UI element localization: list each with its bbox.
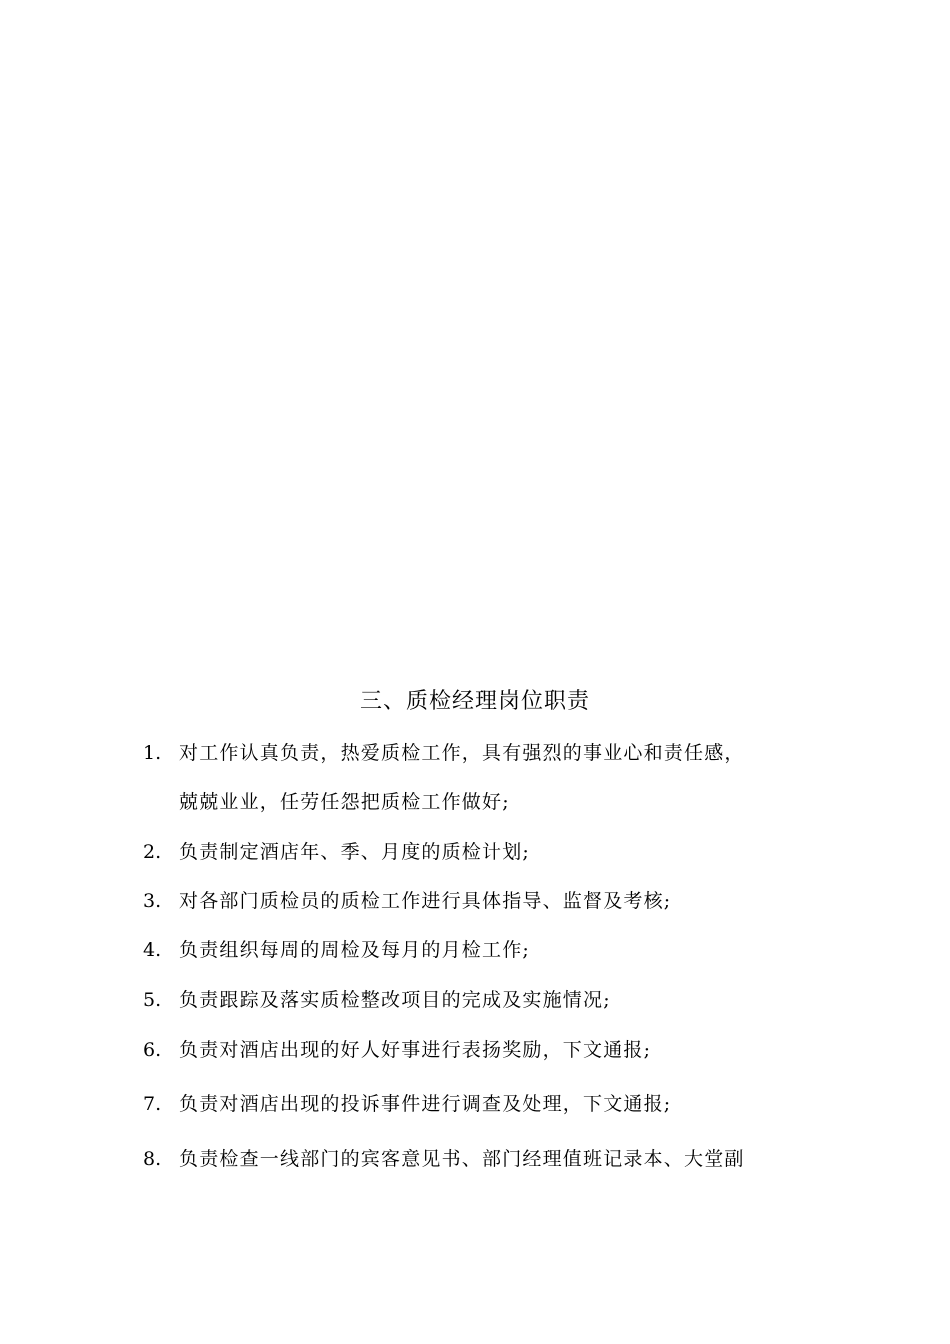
list-item	[143, 1035, 823, 1065]
item-text: 对工作认真负责，热爱质检工作，具有强烈的事业心和责任感，	[179, 742, 745, 764]
list-item	[143, 1144, 823, 1174]
item-text: 负责对酒店出现的投诉事件进行调查及处理，下文通报;	[179, 1093, 672, 1115]
item-text: 负责制定酒店年、季、月度的质检计划;	[179, 841, 531, 863]
list-item	[143, 738, 823, 768]
item-number: 7.	[143, 1093, 162, 1115]
list-item	[143, 837, 823, 867]
list-item	[143, 935, 823, 965]
item-text: 负责对酒店出现的好人好事进行表扬奖励，下文通报;	[179, 1039, 652, 1061]
item-number: 5.	[143, 989, 162, 1011]
item-number: 3.	[143, 890, 162, 912]
list-item-continuation: 兢兢业业，任劳任怨把质检工作做好;	[179, 791, 510, 813]
section-title: 三、质检经理岗位职责	[359, 689, 590, 714]
item-number: 8.	[143, 1148, 162, 1170]
item-number: 1.	[143, 742, 162, 764]
item-number: 2.	[143, 841, 162, 863]
list-item	[143, 886, 823, 916]
list-item	[143, 1089, 823, 1119]
item-text: 负责跟踪及落实质检整改项目的完成及实施情况;	[179, 989, 611, 1011]
item-number: 6.	[143, 1039, 162, 1061]
item-number: 4.	[143, 939, 162, 961]
item-text: 对各部门质检员的质检工作进行具体指导、监督及考核;	[179, 890, 672, 912]
item-text: 负责组织每周的周检及每月的月检工作;	[179, 939, 531, 961]
list-item	[143, 985, 823, 1015]
item-text: 负责检查一线部门的宾客意见书、部门经理值班记录本、大堂副	[179, 1148, 745, 1170]
